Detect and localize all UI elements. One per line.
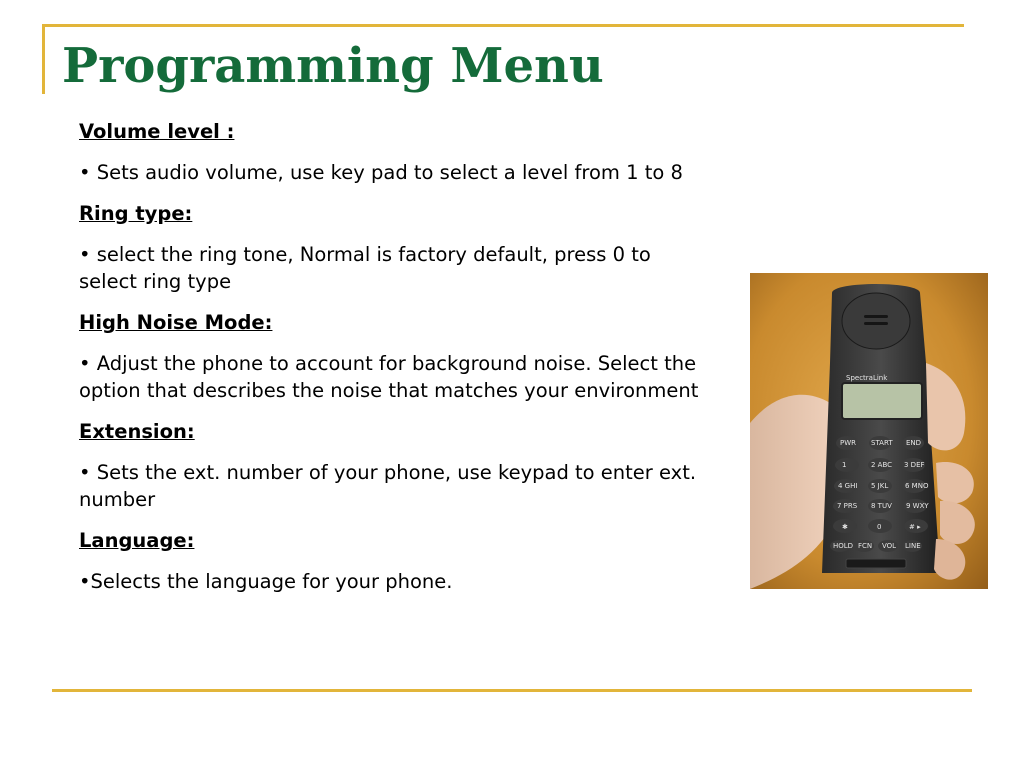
- phone-photo-illustration: [750, 273, 988, 589]
- earpiece-dome: [842, 293, 910, 349]
- section-heading-volume-level: Volume level :: [79, 120, 235, 143]
- title-frame-top-rule: [42, 24, 964, 27]
- keypad-key-label: HOLD: [833, 542, 854, 550]
- keypad-key-label: 2 ABC: [871, 461, 893, 469]
- speaker-slot-bottom: [864, 322, 888, 325]
- microphone-grille: [846, 559, 906, 568]
- section-text-ring-type: • select the ring tone, Normal is factory default, press 0 to select ring type: [79, 243, 651, 293]
- keypad-key-label: END: [906, 439, 922, 447]
- keypad-key-label: 1: [842, 461, 847, 469]
- section-heading-high-noise-mode: High Noise Mode:: [79, 311, 273, 334]
- keypad-key-label: 4 GHI: [838, 482, 858, 490]
- section-heading-ring-type: Ring type:: [79, 202, 193, 225]
- keypad-key-label: 0: [877, 523, 882, 531]
- keypad-key-label: PWR: [840, 439, 857, 447]
- speaker-slot-top: [864, 315, 888, 318]
- section-text-language: •Selects the language for your phone.: [79, 570, 453, 593]
- phone-photo: [750, 273, 988, 589]
- title-frame-left-rule: [42, 24, 45, 94]
- keypad-key-label: 5 JKL: [871, 482, 889, 490]
- keypad-key-label: 7 PRS: [837, 502, 858, 510]
- section-text-high-noise-mode: • Adjust the phone to account for background noise. Select the option that describes the noise that matches your environment: [79, 352, 699, 402]
- keypad-key-label: # ▸: [909, 523, 921, 531]
- section-heading-language: Language:: [79, 529, 195, 552]
- slide-title: Programming Menu: [62, 38, 604, 94]
- keypad-key: [835, 458, 859, 472]
- section-text-volume-level: • Sets audio volume, use key pad to select a level from 1 to 8: [79, 161, 683, 184]
- section-heading-extension: Extension:: [79, 420, 195, 443]
- keypad-key-label: FCN: [858, 542, 873, 550]
- keypad-key-label: START: [871, 439, 893, 447]
- keypad-key-label: 3 DEF: [904, 461, 925, 469]
- keypad-key-label: ✱: [842, 523, 848, 531]
- slide-content: [79, 118, 711, 609]
- footer-rule: [52, 689, 972, 692]
- lcd-screen: [842, 383, 922, 419]
- keypad-key-label: 6 MNO: [905, 482, 929, 490]
- section-text-extension: • Sets the ext. number of your phone, use keypad to enter ext. number: [79, 461, 697, 511]
- brand-label: SpectraLink: [846, 374, 888, 382]
- keypad-key-label: LINE: [905, 542, 921, 550]
- keypad-key-label: 8 TUV: [871, 502, 892, 510]
- keypad-key-label: 9 WXY: [906, 502, 929, 510]
- keypad-key-label: VOL: [882, 542, 897, 550]
